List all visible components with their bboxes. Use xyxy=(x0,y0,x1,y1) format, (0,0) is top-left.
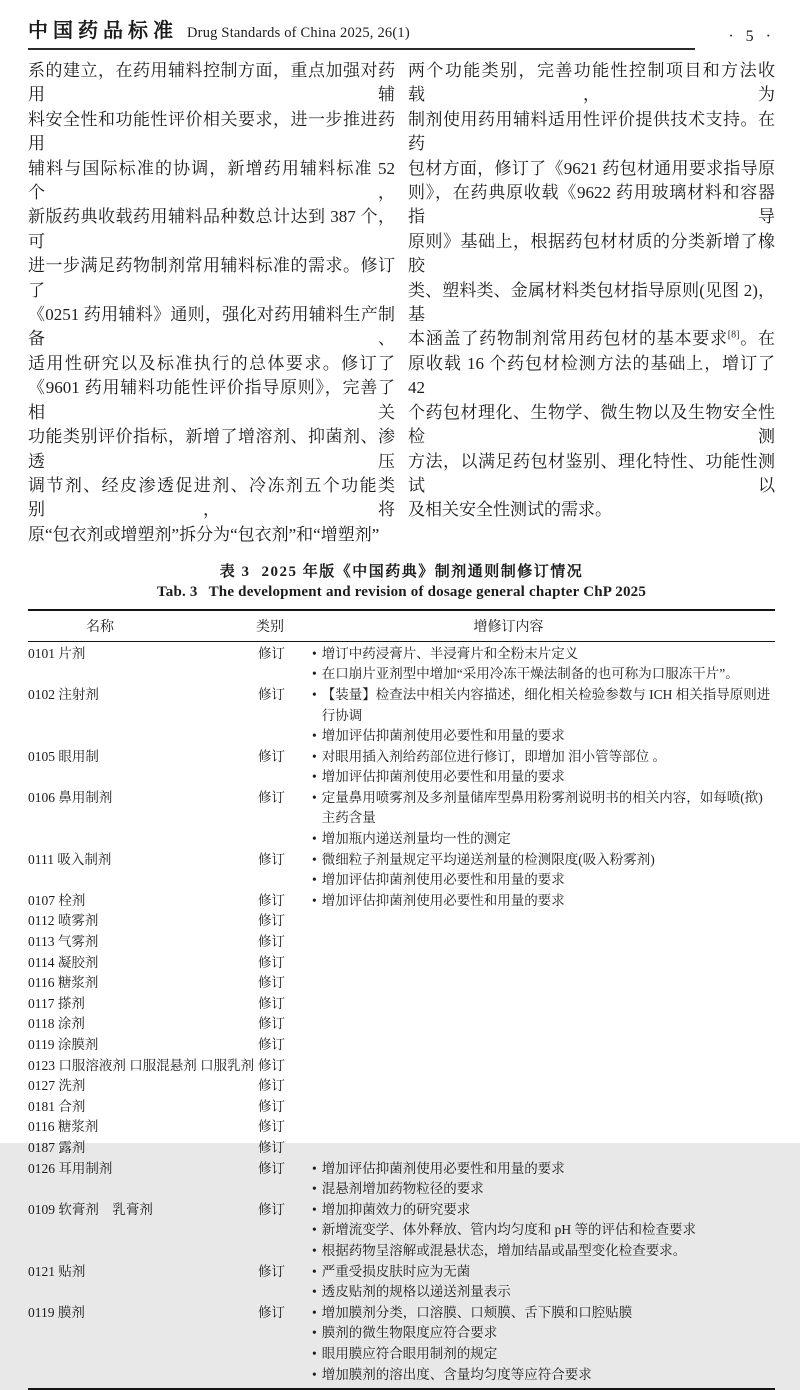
revision-item: • 严重受损皮肤时应为无菌 xyxy=(312,1262,775,1283)
row-category: 修订 xyxy=(258,913,285,929)
table-row xyxy=(28,850,775,891)
row-name: 0105 眼用制 xyxy=(28,748,99,764)
table-title-en xyxy=(28,584,775,601)
row-name: 0117 搽剂 xyxy=(28,995,85,1011)
column-header-category: 类别 xyxy=(256,620,284,636)
journal-title-en: Drug Standards of China 2025, 26(1) xyxy=(187,25,410,41)
row-items xyxy=(312,850,775,891)
text-line: 包材方面，修订了《9621 药包材通用要求指导原 xyxy=(408,158,775,178)
revision-item: • 混悬剂增加药物粒径的要求 xyxy=(312,1179,775,1200)
row-items xyxy=(312,1117,775,1138)
table-label-cn: 表 3 xyxy=(219,564,251,581)
revision-item: • 【装量】检查法中相关内容描述，细化相关检验参数与 ICH 相关指导原则进行协调 xyxy=(312,685,775,726)
row-category: 修订 xyxy=(258,892,285,908)
revision-item: • 增订中药浸膏片、半浸膏片和全粉末片定义 xyxy=(312,644,775,665)
column-header-name: 名称 xyxy=(86,620,114,636)
text-line: 则》，在药典原收载《9622 药用玻璃材料和容器指导 xyxy=(408,183,775,227)
row-name: 0102 注射剂 xyxy=(28,686,99,702)
row-name: 0106 鼻用制剂 xyxy=(28,789,113,805)
revision-item: • 对眼用插入剂给药部位进行修订，即增加 泪小管等部位 。 xyxy=(312,747,775,768)
row-name: 0114 凝胶剂 xyxy=(28,954,99,970)
revision-item: • 增加评估抑菌剂使用必要性和用量的要求 xyxy=(312,767,775,788)
table-label-en: Tab. 3 xyxy=(156,584,198,601)
text-line: 原收载 16 个药包材检测方法的基础上，增订了 42 xyxy=(408,353,775,398)
table-row xyxy=(28,1097,775,1118)
row-category: 修订 xyxy=(258,1078,285,1094)
journal-masthead xyxy=(28,14,695,50)
row-category: 修订 xyxy=(258,686,285,702)
text-line: 系的建立，在药用辅料控制方面，重点加强对药用辅 xyxy=(28,61,395,105)
revision-item: • 增加评估抑菌剂使用必要性和用量的要求 xyxy=(312,1159,775,1180)
revision-item: • 增加评估抑菌剂使用必要性和用量的要求 xyxy=(312,726,775,747)
row-items xyxy=(312,973,775,994)
row-category: 修订 xyxy=(258,851,285,867)
row-name: 0101 片剂 xyxy=(28,645,86,661)
row-name: 0113 气雾剂 xyxy=(28,934,99,950)
text-line: 制剂使用药用辅料适用性评价提供技术支持。在药 xyxy=(408,109,775,154)
row-items xyxy=(312,788,775,850)
text-line: 原则》基础上，根据药包材材质的分类新增了橡胶 xyxy=(408,231,775,276)
row-items xyxy=(312,1076,775,1097)
row-name: 0187 露剂 xyxy=(28,1139,86,1155)
row-items xyxy=(312,1200,775,1262)
text-line: 功能类别评价指标，新增了增溶剂、抑菌剂、渗透压 xyxy=(28,427,395,471)
table-row xyxy=(28,685,775,747)
bullet-icon: • xyxy=(312,831,317,847)
row-name: 0111 吸入制剂 xyxy=(28,851,112,867)
bullet-icon: • xyxy=(312,686,317,702)
row-category: 修订 xyxy=(258,1139,285,1155)
bullet-icon: • xyxy=(312,1201,317,1217)
table-row xyxy=(28,1200,775,1262)
row-items xyxy=(312,1159,775,1200)
row-name: 0119 膜剂 xyxy=(28,1304,85,1320)
row-name: 0107 栓剂 xyxy=(28,892,86,908)
bullet-icon: • xyxy=(312,666,317,682)
row-items xyxy=(312,1035,775,1056)
revision-item: • 增加评估抑菌剂使用必要性和用量的要求 xyxy=(312,891,775,912)
bullet-icon: • xyxy=(312,1284,317,1300)
table-row xyxy=(28,1035,775,1056)
row-name: 0119 涂膜剂 xyxy=(28,1037,99,1052)
row-category: 修订 xyxy=(258,1016,285,1032)
bullet-icon: • xyxy=(312,1181,317,1197)
bullet-icon: • xyxy=(312,645,317,661)
row-category: 修订 xyxy=(258,789,285,805)
page-number: · 5 · xyxy=(728,28,775,45)
row-items xyxy=(312,932,775,953)
row-items xyxy=(312,685,775,747)
row-items xyxy=(312,747,775,788)
table-row xyxy=(28,644,775,685)
bullet-icon: • xyxy=(312,892,317,908)
row-category: 修订 xyxy=(258,1160,285,1176)
revision-item: • 增加膜剂分类，口溶膜、口颊膜、舌下膜和口腔贴膜 xyxy=(312,1303,775,1324)
row-category: 修订 xyxy=(258,934,285,950)
row-name: 0116 糖浆剂 xyxy=(28,975,99,991)
row-name: 0116 糖浆剂 xyxy=(28,1119,99,1135)
column-header-content: 增修订内容 xyxy=(473,620,544,636)
revision-item: • 增加膜剂的溶出度、含量均匀度等应符合要求 xyxy=(312,1365,775,1386)
bullet-icon: • xyxy=(312,1242,317,1258)
table-caption-en: The development and revision of dosage general chapter ChP 2025 xyxy=(208,584,647,601)
table-row xyxy=(28,1014,775,1035)
row-name: 0123 口服溶液剂 口服混悬剂 口服乳剂 xyxy=(28,1057,255,1073)
revision-item: • 根据药物呈溶解或混悬状态，增加结晶或晶型变化检查要求。 xyxy=(312,1241,775,1262)
text-line: 及相关安全性测试的需求。 xyxy=(408,500,612,520)
bullet-icon: • xyxy=(312,872,317,888)
table-row xyxy=(28,788,775,850)
revision-table xyxy=(28,609,775,1390)
revision-item: • 透皮贴剂的规格以递送剂量表示 xyxy=(312,1282,775,1303)
row-category: 修订 xyxy=(258,1119,285,1135)
bullet-icon: • xyxy=(312,1366,317,1382)
row-items xyxy=(312,953,775,974)
revision-item: • 新增流变学、体外释放、管内均匀度和 pH 等的评估和检查要求 xyxy=(312,1220,775,1241)
table-caption-cn: 2025 年版《中国药典》制剂通则制修订情况 xyxy=(261,564,584,581)
row-items xyxy=(312,1097,775,1118)
text-line: 料安全性和功能性评价相关要求，进一步推进药用 xyxy=(28,109,395,154)
row-category: 修订 xyxy=(258,975,285,991)
bullet-icon: • xyxy=(312,728,317,744)
row-items xyxy=(312,994,775,1015)
bullet-icon: • xyxy=(312,1345,317,1361)
row-category: 修订 xyxy=(258,645,285,661)
row-name: 0109 软膏剂 乳膏剂 xyxy=(28,1201,153,1217)
text-line: 《9601 药用辅料功能性评价指导原则》，完善了相关 xyxy=(28,378,395,422)
table-row xyxy=(28,932,775,953)
left-column xyxy=(28,59,395,547)
row-items xyxy=(312,1056,775,1077)
text-line: 进一步满足药物制剂常用辅料标准的需求。修订了 xyxy=(28,256,395,300)
table-body xyxy=(28,642,775,1388)
row-items xyxy=(312,1138,775,1159)
row-items xyxy=(312,891,775,912)
revision-item: • 膜剂的微生物限度应符合要求 xyxy=(312,1323,775,1344)
table-row xyxy=(28,1303,775,1385)
bullet-icon: • xyxy=(312,1325,317,1341)
revision-item: • 增加瓶内递送剂量均一性的测定 xyxy=(312,829,775,850)
row-name: 0118 涂剂 xyxy=(28,1016,85,1032)
right-column xyxy=(408,59,775,547)
reference-superscript: [8] xyxy=(727,329,740,341)
row-name: 0127 洗剂 xyxy=(28,1078,86,1094)
row-name: 0181 合剂 xyxy=(28,1098,86,1114)
text-line: 本涵盖了药物制剂常用药包材的基本要求[8]。在 xyxy=(408,329,776,349)
bullet-icon: • xyxy=(312,748,317,764)
table-row xyxy=(28,1076,775,1097)
table-row xyxy=(28,1117,775,1138)
row-items xyxy=(312,1014,775,1035)
text-line: 适用性研究以及标准执行的总体要求。修订了 xyxy=(28,353,395,373)
row-category: 修订 xyxy=(258,1201,285,1217)
row-name: 0126 耳用制剂 xyxy=(28,1160,113,1176)
row-items xyxy=(312,644,775,685)
bullet-icon: • xyxy=(312,789,317,805)
table-section xyxy=(28,560,775,1390)
row-category: 修订 xyxy=(258,995,285,1011)
row-category: 修订 xyxy=(258,1098,285,1114)
text-line: 新版药典收载药用辅料品种数总计达到 387 个，可 xyxy=(28,207,395,251)
text-line: 两个功能类别，完善功能性控制项目和方法收载，为 xyxy=(408,61,775,105)
revision-item: • 微细粒子剂量规定平均递送剂量的检测限度(吸入粉雾剂) xyxy=(312,850,775,871)
row-category: 修订 xyxy=(258,1037,285,1052)
journal-title-cn: 中国药品标准 xyxy=(28,20,178,42)
row-name: 0121 贴剂 xyxy=(28,1263,86,1279)
bullet-icon: • xyxy=(312,1304,317,1320)
row-category: 修订 xyxy=(258,1263,285,1279)
row-items xyxy=(312,1303,775,1385)
text-line: 辅料与国际标准的协调，新增药用辅料标准 52 个， xyxy=(28,158,395,203)
table-row xyxy=(28,1138,775,1159)
bullet-icon: • xyxy=(312,851,317,867)
table-row xyxy=(28,973,775,994)
table-row xyxy=(28,953,775,974)
revision-item: • 在口崩片亚剂型中增加“采用冷冻干燥法制备的也可称为口服冻干片”。 xyxy=(312,664,775,685)
row-category: 修订 xyxy=(258,748,285,764)
row-category: 修订 xyxy=(258,954,285,970)
bullet-icon: • xyxy=(312,1222,317,1238)
text-line: 调节剂、经皮渗透促进剂、冷冻剂五个功能类别，将 xyxy=(28,475,395,520)
row-name: 0112 喷雾剂 xyxy=(28,913,99,929)
revision-item: • 定量鼻用喷雾剂及多剂量储库型鼻用粉雾剂说明书的相关内容，如每喷(揿)主药含量 xyxy=(312,788,775,829)
row-items xyxy=(312,911,775,932)
table-row xyxy=(28,1056,775,1077)
bullet-icon: • xyxy=(312,769,317,785)
table-row xyxy=(28,1159,775,1200)
text-line: 方法，以满足药包材鉴别、理化特性、功能性测试以 xyxy=(408,451,775,495)
table-row xyxy=(28,1262,775,1303)
table-row xyxy=(28,747,775,788)
bullet-icon: • xyxy=(312,1160,317,1176)
table-row xyxy=(28,911,775,932)
row-category: 修订 xyxy=(258,1304,285,1320)
revision-item: • 眼用膜应符合眼用制剂的规定 xyxy=(312,1344,775,1365)
text-line: 类、塑料类、金属材料类包材指导原则(见图 2)，基 xyxy=(408,280,775,325)
row-category: 修订 xyxy=(258,1057,285,1073)
text-line: 原“包衣剂或增塑剂”拆分为“包衣剂”和“增塑剂” xyxy=(28,524,380,544)
table-header-row xyxy=(28,611,775,642)
table-row xyxy=(28,891,775,912)
article-body xyxy=(28,59,775,547)
bullet-icon: • xyxy=(312,1263,317,1279)
table-row xyxy=(28,994,775,1015)
revision-item: • 增加抑菌效力的研究要求 xyxy=(312,1200,775,1221)
text-line: 《0251 药用辅料》通则，强化对药用辅料生产制备、 xyxy=(28,305,395,349)
row-items xyxy=(312,1262,775,1303)
revision-item: • 增加评估抑菌剂使用必要性和用量的要求 xyxy=(312,870,775,891)
page-header xyxy=(28,14,775,50)
table-title-cn xyxy=(28,560,775,581)
text-line: 个药包材理化、生物学、微生物以及生物安全性检测 xyxy=(408,402,775,447)
